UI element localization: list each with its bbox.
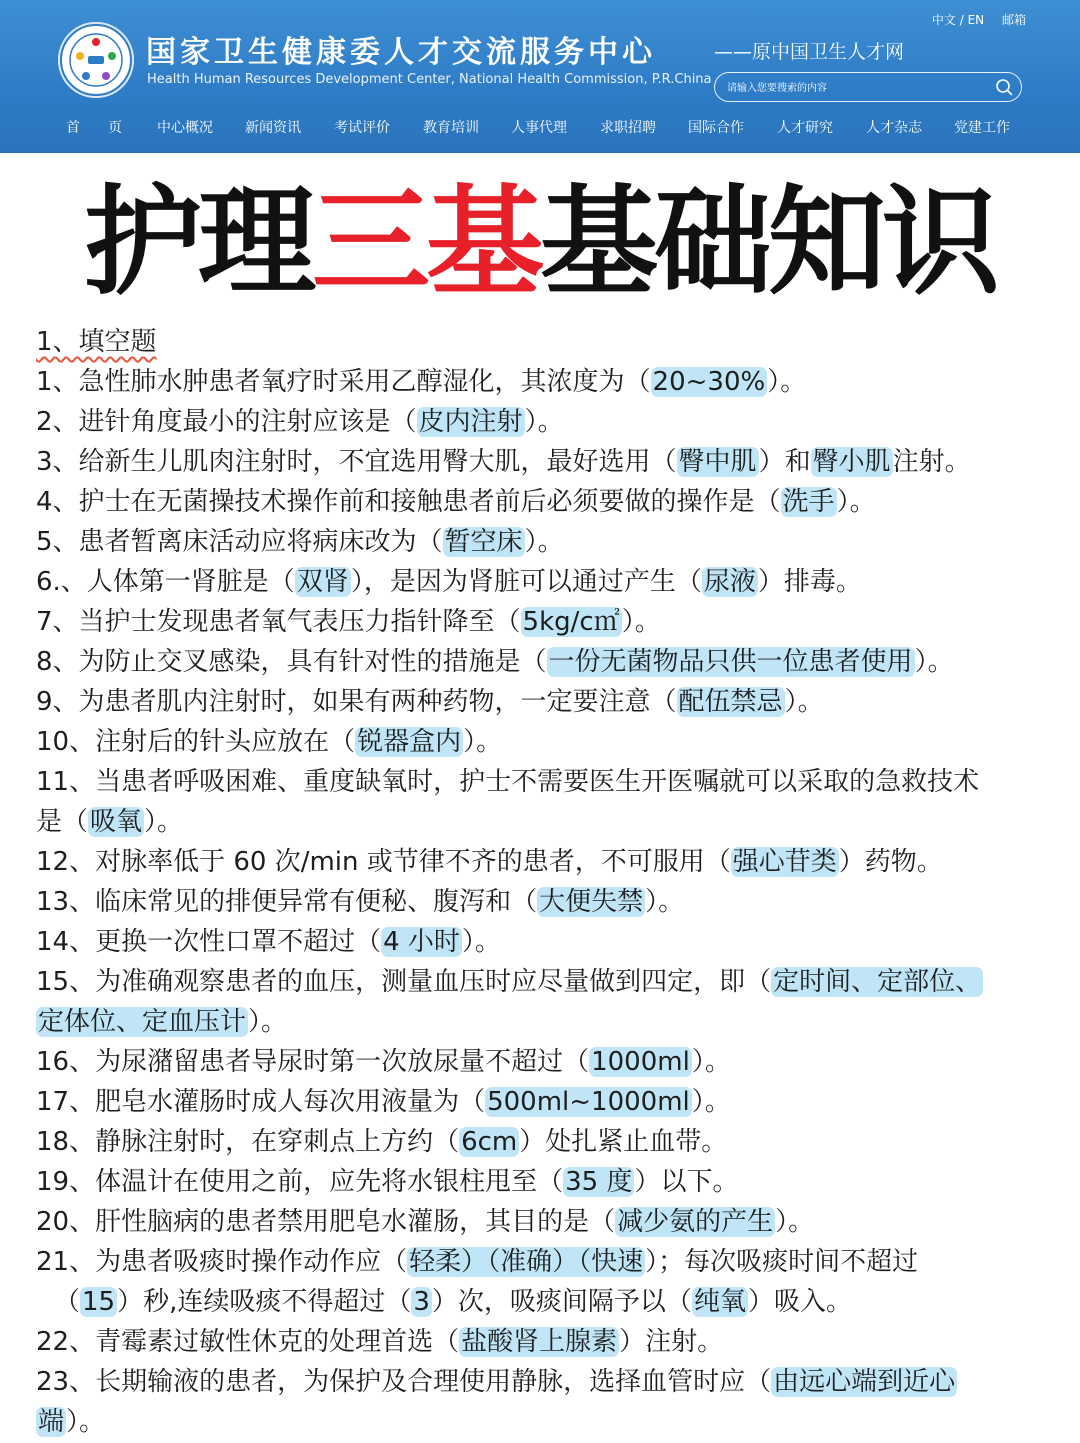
question-text: 12、对脉率低于 60 次/min 或节律不齐的患者，不可服用（ bbox=[36, 847, 731, 877]
question-text: 17、肥皂水灌肠时成人每次用液量为（ bbox=[36, 1087, 486, 1117]
question-text: （ bbox=[54, 1287, 81, 1317]
question-line bbox=[36, 642, 1070, 682]
question-text: 10、注射后的针头应放在（ bbox=[36, 727, 356, 757]
question-text: ）以下。 bbox=[634, 1167, 739, 1197]
question-text: ）。 bbox=[524, 527, 564, 557]
question-text: ）。 bbox=[463, 727, 503, 757]
question-line bbox=[36, 1002, 1070, 1042]
answer-highlight: 皮内注射 bbox=[418, 407, 523, 437]
answer-highlight: 大便失禁 bbox=[539, 887, 644, 917]
search-box bbox=[714, 72, 1022, 102]
title-part-3: 基础知识 bbox=[540, 173, 997, 311]
question-text: ）。 bbox=[914, 647, 954, 677]
title-part-1: 护理 bbox=[83, 173, 312, 311]
question-line bbox=[36, 842, 1070, 882]
answer-highlight: 纯氧 bbox=[693, 1287, 746, 1317]
answer-highlight: 4 小时 bbox=[383, 927, 460, 957]
search-icon[interactable] bbox=[994, 77, 1014, 97]
question-line bbox=[36, 762, 1070, 802]
question-line bbox=[36, 402, 1070, 442]
answer-highlight: 尿液 bbox=[703, 567, 756, 597]
question-line bbox=[36, 682, 1070, 722]
question-text: ）。 bbox=[461, 927, 501, 957]
question-text: 3、给新生儿肌肉注射时，不宜选用臀大肌，最好选用（ bbox=[36, 447, 677, 477]
question-text: 9、为患者肌内注射时，如果有两种药物，一定要注意（ bbox=[36, 687, 677, 717]
answer-highlight: 锐器盒内 bbox=[357, 727, 462, 757]
question-line bbox=[36, 1322, 1070, 1362]
nav-item-6[interactable]: 求职招聘 bbox=[600, 120, 656, 136]
question-text: ）。 bbox=[248, 1007, 288, 1037]
section-heading: 1、填空题 bbox=[36, 327, 157, 357]
nav-item-5[interactable]: 人事代理 bbox=[511, 120, 567, 136]
question-text: ）。 bbox=[775, 1207, 815, 1237]
question-line bbox=[36, 482, 1070, 522]
question-text: 1、急性肺水肿患者氧疗时采用乙醇湿化，其浓度为（ bbox=[36, 367, 651, 397]
question-text: ），是因为肾脏可以通过产生（ bbox=[350, 567, 702, 597]
quiz-content bbox=[36, 322, 1070, 1442]
question-text: ）。 bbox=[66, 1407, 106, 1437]
question-line bbox=[36, 922, 1070, 962]
nav-item-7[interactable]: 国际合作 bbox=[688, 120, 744, 136]
answer-highlight: 1000ml bbox=[591, 1047, 690, 1077]
nav-item-3[interactable]: 考试评价 bbox=[334, 120, 390, 136]
answer-highlight: 20~30% bbox=[652, 367, 766, 397]
question-text: 8、为防止交叉感染，具有针对性的措施是（ bbox=[36, 647, 547, 677]
answer-highlight: 15 bbox=[82, 1287, 116, 1317]
question-text: ）；每次吸痰时间不超过 bbox=[645, 1247, 919, 1277]
answer-highlight: 双肾 bbox=[296, 567, 349, 597]
question-text: ）。 bbox=[691, 1047, 731, 1077]
question-line bbox=[36, 802, 1070, 842]
answer-highlight: 由远心端到近心 bbox=[773, 1367, 956, 1397]
question-line bbox=[36, 362, 1070, 402]
question-text: 18、静脉注射时，在穿刺点上方约（ bbox=[36, 1127, 460, 1157]
question-text: 4、护士在无菌操技术操作前和接触患者前后必须要做的操作是（ bbox=[36, 487, 781, 517]
question-line bbox=[36, 1242, 1070, 1282]
answer-highlight: 500ml~1000ml bbox=[487, 1087, 690, 1117]
question-line bbox=[36, 1042, 1070, 1082]
question-text: ）。 bbox=[144, 807, 184, 837]
question-text: ）和 bbox=[758, 447, 811, 477]
question-line bbox=[36, 722, 1070, 762]
question-text: ）。 bbox=[691, 1087, 731, 1117]
question-text: 7、当护士发现患者氧气表压力指针降至（ bbox=[36, 607, 521, 637]
answer-highlight: 配伍禁忌 bbox=[678, 687, 783, 717]
question-text: ）药物。 bbox=[838, 847, 943, 877]
page-title bbox=[0, 172, 1080, 312]
question-text: ）。 bbox=[836, 487, 876, 517]
question-text: 11、当患者呼吸困难、重度缺氧时，护士不需要医生开医嘱就可以采取的急救技术 bbox=[36, 767, 980, 797]
language-switch-link[interactable]: 中文 / EN bbox=[931, 13, 985, 27]
answer-highlight: 35 度 bbox=[565, 1167, 633, 1197]
nav-item-0[interactable]: 首 页 bbox=[66, 120, 122, 136]
search-input[interactable] bbox=[725, 78, 989, 98]
nav-item-4[interactable]: 教育培训 bbox=[423, 120, 479, 136]
title-part-2: 三基 bbox=[311, 173, 540, 311]
question-text: ）。 bbox=[524, 407, 564, 437]
question-text: 2、进针角度最小的注射应该是（ bbox=[36, 407, 417, 437]
question-text: ）注射。 bbox=[619, 1327, 724, 1357]
question-text: ）。 bbox=[767, 367, 807, 397]
answer-highlight: 臀小肌 bbox=[812, 447, 891, 477]
question-text: ）。 bbox=[645, 887, 685, 917]
question-text: 15、为准确观察患者的血压，测量血压时应尽量做到四定，即（ bbox=[36, 967, 772, 997]
main-nav bbox=[0, 117, 1080, 143]
answer-highlight: 定时间、定部位、 bbox=[773, 967, 982, 997]
question-text: 注射。 bbox=[892, 447, 971, 477]
question-text: 13、临床常见的排便异常有便秘、腹泻和（ bbox=[36, 887, 538, 917]
question-line bbox=[36, 1282, 1070, 1322]
question-text: 22、青霉素过敏性休克的处理首选（ bbox=[36, 1327, 460, 1357]
org-name-cn: 国家卫生健康委人才交流服务中心 bbox=[146, 35, 656, 70]
org-name-en: Health Human Resources Development Center, National Health Commission, P.R.China bbox=[147, 72, 712, 87]
question-text: ）。 bbox=[621, 607, 661, 637]
sub-site-label: ——原中国卫生人才网 bbox=[714, 41, 905, 63]
question-line bbox=[36, 562, 1070, 602]
answer-highlight: 端 bbox=[38, 1407, 65, 1437]
question-text: 20、肝性脑病的患者禁用肥皂水灌肠，其目的是（ bbox=[36, 1207, 616, 1237]
answer-highlight: 定体位、定血压计 bbox=[38, 1007, 247, 1037]
answer-highlight: 臀中肌 bbox=[678, 447, 757, 477]
question-text: ）次，吸痰间隔予以（ bbox=[431, 1287, 692, 1317]
top-links bbox=[918, 11, 1026, 28]
question-text: ）吸入。 bbox=[747, 1287, 852, 1317]
nav-item-2[interactable]: 新闻资讯 bbox=[245, 120, 301, 136]
answer-highlight: 洗手 bbox=[782, 487, 835, 517]
answer-highlight: 盐酸肾上腺素 bbox=[461, 1327, 618, 1357]
nav-item-10[interactable]: 党建工作 bbox=[954, 120, 1010, 136]
question-line bbox=[36, 1402, 1070, 1442]
answer-highlight: 一份无菌物品只供一位患者使用 bbox=[548, 647, 913, 677]
answer-highlight: 强心苷类 bbox=[732, 847, 837, 877]
question-line bbox=[36, 1122, 1070, 1162]
question-text: 19、体温计在使用之前，应先将水银柱甩至（ bbox=[36, 1167, 564, 1197]
site-header bbox=[0, 0, 1080, 153]
question-text: ）排毒。 bbox=[757, 567, 862, 597]
nav-item-9[interactable]: 人才杂志 bbox=[866, 120, 922, 136]
question-line bbox=[36, 882, 1070, 922]
question-text: 23、长期输液的患者，为保护及合理使用静脉，选择血管时应（ bbox=[36, 1367, 772, 1397]
question-line bbox=[36, 522, 1070, 562]
answer-highlight: 暂空床 bbox=[444, 527, 523, 557]
question-line bbox=[36, 1202, 1070, 1242]
question-line bbox=[36, 1162, 1070, 1202]
answer-highlight: 吸氧 bbox=[90, 807, 143, 837]
question-text: 16、为尿潴留患者导尿时第一次放尿量不超过（ bbox=[36, 1047, 590, 1077]
question-text: ）。 bbox=[784, 687, 824, 717]
question-line bbox=[36, 1082, 1070, 1122]
answer-highlight: 5kg/c㎡ bbox=[522, 607, 620, 637]
answer-highlight: 减少氨的产生 bbox=[617, 1207, 774, 1237]
question-text: ）处扎紧止血带。 bbox=[519, 1127, 728, 1157]
question-line bbox=[36, 962, 1070, 1002]
org-logo[interactable] bbox=[58, 22, 134, 98]
nav-item-8[interactable]: 人才研究 bbox=[777, 120, 833, 136]
question-text: ）秒,连续吸痰不得超过（ bbox=[117, 1287, 412, 1317]
question-text: 5、患者暂离床活动应将病床改为（ bbox=[36, 527, 443, 557]
mail-link[interactable]: 邮箱 bbox=[1001, 13, 1026, 27]
answer-highlight: 6cm bbox=[461, 1127, 518, 1157]
question-text: 是（ bbox=[36, 807, 89, 837]
question-line bbox=[36, 602, 1070, 642]
question-text: 14、更换一次性口罩不超过（ bbox=[36, 927, 382, 957]
question-text: 6.、人体第一肾脏是（ bbox=[36, 567, 295, 597]
answer-highlight: 轻柔）（准确）（快速 bbox=[409, 1247, 644, 1277]
nav-item-1[interactable]: 中心概况 bbox=[157, 120, 213, 136]
question-text: 21、为患者吸痰时操作动作应（ bbox=[36, 1247, 408, 1277]
question-line bbox=[36, 1362, 1070, 1402]
question-line bbox=[36, 442, 1070, 482]
answer-highlight: 3 bbox=[413, 1287, 430, 1317]
